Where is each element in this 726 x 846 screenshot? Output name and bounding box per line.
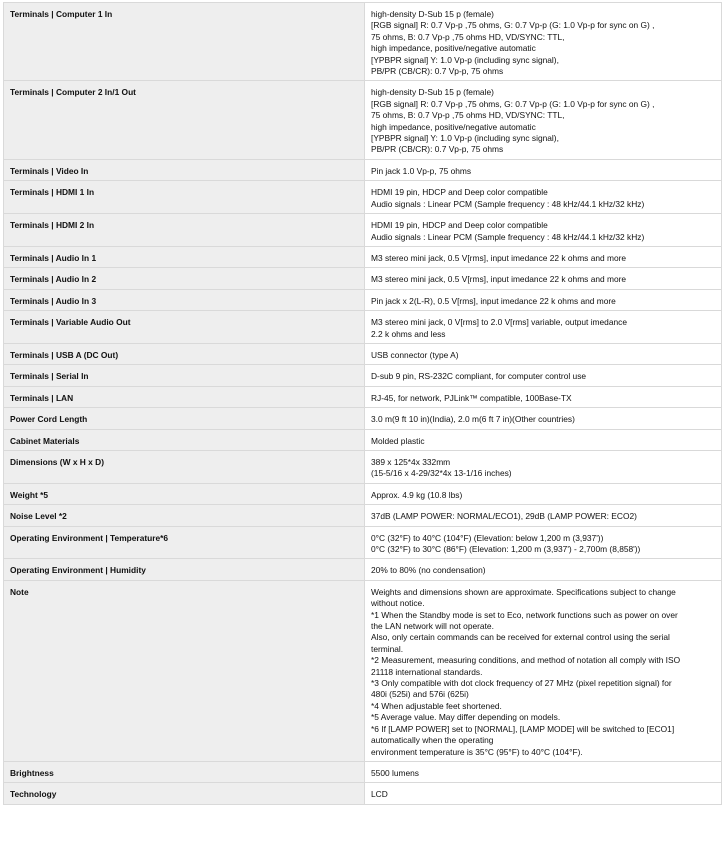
- spec-value: [365, 450, 722, 483]
- spec-value-line: *2 Measurement, measuring conditions, and method of notation all comply with ISO: [371, 655, 681, 666]
- spec-value: [365, 483, 722, 504]
- spec-row: [4, 483, 722, 504]
- spec-value-line: 21118 international standards.: [371, 666, 483, 677]
- spec-value-line: 75 ohms, B: 0.7 Vp-p ,75 ohms HD, VD/SYNC: TTL,: [371, 110, 565, 121]
- spec-label: Terminals | Variable Audio Out: [4, 311, 365, 344]
- spec-label: Terminals | HDMI 1 In: [4, 181, 365, 214]
- spec-value: [365, 268, 722, 289]
- spec-value-line: automatically when the operating: [371, 735, 494, 746]
- spec-label: Technology: [4, 783, 365, 804]
- spec-value: [365, 311, 722, 344]
- spec-row: [4, 408, 722, 429]
- spec-row: [4, 580, 722, 761]
- spec-label: Terminals | Computer 2 In/1 Out: [4, 81, 365, 159]
- spec-value-line: *6 If [LAMP POWER] set to [NORMAL], [LAMP MODE] will be switched to [ECO1]: [371, 723, 675, 734]
- spec-value-line: RJ-45, for network, PJLink™ compatible, 100Base-TX: [371, 392, 572, 403]
- spec-row: [4, 3, 722, 81]
- spec-value: [365, 408, 722, 429]
- spec-value: [365, 81, 722, 159]
- spec-value: [365, 526, 722, 559]
- spec-row: [4, 526, 722, 559]
- spec-value-line: [RGB signal] R: 0.7 Vp-p ,75 ohms, G: 0.7 Vp-p (G: 1.0 Vp-p for sync on G) ,: [371, 20, 655, 31]
- spec-label: Terminals | Audio In 2: [4, 268, 365, 289]
- spec-label: Cabinet Materials: [4, 429, 365, 450]
- spec-value-line: 5500 lumens: [371, 767, 419, 778]
- spec-row: [4, 159, 722, 180]
- spec-row: [4, 783, 722, 804]
- spec-value-line: Audio signals : Linear PCM (Sample frequency : 48 kHz/44.1 kHz/32 kHz): [371, 231, 645, 242]
- spec-value-line: Pin jack 1.0 Vp-p, 75 ohms: [371, 165, 472, 176]
- spec-value-line: HDMI 19 pin, HDCP and Deep color compatible: [371, 187, 548, 198]
- spec-value-line: M3 stereo mini jack, 0.5 V[rms], input imedance 22 k ohms and more: [371, 274, 627, 285]
- spec-value-line: 480i (525i) and 576i (625i): [371, 689, 469, 700]
- spec-label: Terminals | Video In: [4, 159, 365, 180]
- spec-value-line: Audio signals : Linear PCM (Sample frequency : 48 kHz/44.1 kHz/32 kHz): [371, 198, 645, 209]
- spec-table: [3, 2, 722, 805]
- spec-row: [4, 429, 722, 450]
- spec-value: [365, 559, 722, 580]
- spec-value-line: 75 ohms, B: 0.7 Vp-p ,75 ohms HD, VD/SYNC: TTL,: [371, 31, 565, 42]
- spec-value-line: [YPBPR signal] Y: 1.0 Vp-p (including sync signal),: [371, 54, 559, 65]
- spec-value-line: 2.2 k ohms and less: [371, 328, 446, 339]
- spec-row: [4, 181, 722, 214]
- spec-value: [365, 214, 722, 247]
- spec-value: [365, 246, 722, 267]
- spec-label: Brightness: [4, 761, 365, 782]
- spec-value-line: 0°C (32°F) to 40°C (104°F) (Elevation: below 1,200 m (3,937')): [371, 532, 604, 543]
- spec-value-line: Also, only certain commands can be received for external control using the serial: [371, 632, 670, 643]
- spec-value-line: high impedance, positive/negative automatic: [371, 43, 536, 54]
- spec-value-line: PB/PR (CB/CR): 0.7 Vp-p, 75 ohms: [371, 144, 504, 155]
- spec-value-line: Weights and dimensions shown are approximate. Specifications subject to change: [371, 586, 676, 597]
- spec-label: Terminals | HDMI 2 In: [4, 214, 365, 247]
- spec-value: [365, 289, 722, 310]
- spec-label: Power Cord Length: [4, 408, 365, 429]
- spec-value: [365, 343, 722, 364]
- spec-value-line: PB/PR (CB/CR): 0.7 Vp-p, 75 ohms: [371, 66, 504, 77]
- spec-label: Note: [4, 580, 365, 761]
- spec-value-line: terminal.: [371, 643, 404, 654]
- spec-label: Terminals | LAN: [4, 386, 365, 407]
- spec-label: Terminals | USB A (DC Out): [4, 343, 365, 364]
- spec-value: [365, 159, 722, 180]
- spec-value-line: M3 stereo mini jack, 0.5 V[rms], input imedance 22 k ohms and more: [371, 252, 627, 263]
- spec-row: [4, 246, 722, 267]
- spec-value-line: 37dB (LAMP POWER: NORMAL/ECO1), 29dB (LAMP POWER: ECO2): [371, 511, 637, 522]
- spec-label: Terminals | Serial In: [4, 365, 365, 386]
- spec-value-line: D-sub 9 pin, RS-232C compliant, for computer control use: [371, 371, 587, 382]
- spec-value-line: environment temperature is 35°C (95°F) to 40°C (104°F).: [371, 746, 583, 757]
- spec-label: Terminals | Computer 1 In: [4, 3, 365, 81]
- spec-row: [4, 365, 722, 386]
- spec-row: [4, 343, 722, 364]
- spec-value: [365, 783, 722, 804]
- spec-label: Terminals | Audio In 3: [4, 289, 365, 310]
- spec-value: [365, 181, 722, 214]
- spec-label: Operating Environment | Temperature*6: [4, 526, 365, 559]
- spec-value-line: (15-5/16 x 4-29/32*4x 13-1/16 inches): [371, 468, 512, 479]
- spec-label: Noise Level *2: [4, 505, 365, 526]
- spec-row: [4, 559, 722, 580]
- spec-row: [4, 214, 722, 247]
- spec-label: Terminals | Audio In 1: [4, 246, 365, 267]
- spec-value: [365, 3, 722, 81]
- spec-row: [4, 311, 722, 344]
- spec-row: [4, 81, 722, 159]
- spec-value-line: high-density D-Sub 15 p (female): [371, 9, 494, 19]
- spec-row: [4, 450, 722, 483]
- spec-value-line: *5 Average value. May differ depending on models.: [371, 712, 561, 723]
- spec-value-line: M3 stereo mini jack, 0 V[rms] to 2.0 V[rms] variable, output imedance: [371, 317, 628, 328]
- spec-row: [4, 386, 722, 407]
- spec-value: [365, 580, 722, 761]
- spec-value: [365, 505, 722, 526]
- spec-value-line: Approx. 4.9 kg (10.8 lbs): [371, 489, 463, 500]
- spec-value-line: 3.0 m(9 ft 10 in)(India), 2.0 m(6 ft 7 in)(Other countries): [371, 414, 575, 425]
- spec-value-line: Pin jack x 2(L-R), 0.5 V[rms], input imedance 22 k ohms and more: [371, 295, 616, 306]
- spec-value-line: [RGB signal] R: 0.7 Vp-p ,75 ohms, G: 0.7 Vp-p (G: 1.0 Vp-p for sync on G) ,: [371, 98, 655, 109]
- spec-label: Operating Environment | Humidity: [4, 559, 365, 580]
- spec-value-line: HDMI 19 pin, HDCP and Deep color compatible: [371, 220, 548, 231]
- spec-value-line: *1 When the Standby mode is set to Eco, network functions such as power on over: [371, 609, 678, 620]
- spec-value-line: without notice.: [371, 598, 425, 609]
- spec-value-line: high impedance, positive/negative automatic: [371, 121, 536, 132]
- spec-row: [4, 505, 722, 526]
- spec-row: [4, 761, 722, 782]
- spec-value-line: the LAN network will not operate.: [371, 621, 494, 632]
- spec-row: [4, 289, 722, 310]
- spec-row: [4, 268, 722, 289]
- spec-value-line: 20% to 80% (no condensation): [371, 565, 486, 576]
- spec-value: [365, 761, 722, 782]
- spec-label: Weight *5: [4, 483, 365, 504]
- spec-value: [365, 429, 722, 450]
- spec-value-line: *4 When adjustable feet shortened.: [371, 700, 502, 711]
- spec-table-body: [4, 3, 722, 805]
- spec-value-line: *3 Only compatible with dot clock frequency of 27 MHz (pixel repetition signal) for: [371, 678, 672, 689]
- spec-value-line: 0°C (32°F) to 30°C (86°F) (Elevation: 1,200 m (3,937') - 2,700m (8,858')): [371, 544, 641, 554]
- spec-value-line: LCD: [371, 789, 388, 800]
- spec-value-line: 389 x 125*4x 332mm: [371, 456, 451, 467]
- spec-value-line: high-density D-Sub 15 p (female): [371, 87, 494, 98]
- spec-value: [365, 386, 722, 407]
- spec-value: [365, 365, 722, 386]
- spec-value-line: Molded plastic: [371, 435, 425, 446]
- spec-label: Dimensions (W x H x D): [4, 450, 365, 483]
- spec-value-line: [YPBPR signal] Y: 1.0 Vp-p (including sync signal),: [371, 133, 559, 144]
- spec-value-line: USB connector (type A): [371, 349, 459, 360]
